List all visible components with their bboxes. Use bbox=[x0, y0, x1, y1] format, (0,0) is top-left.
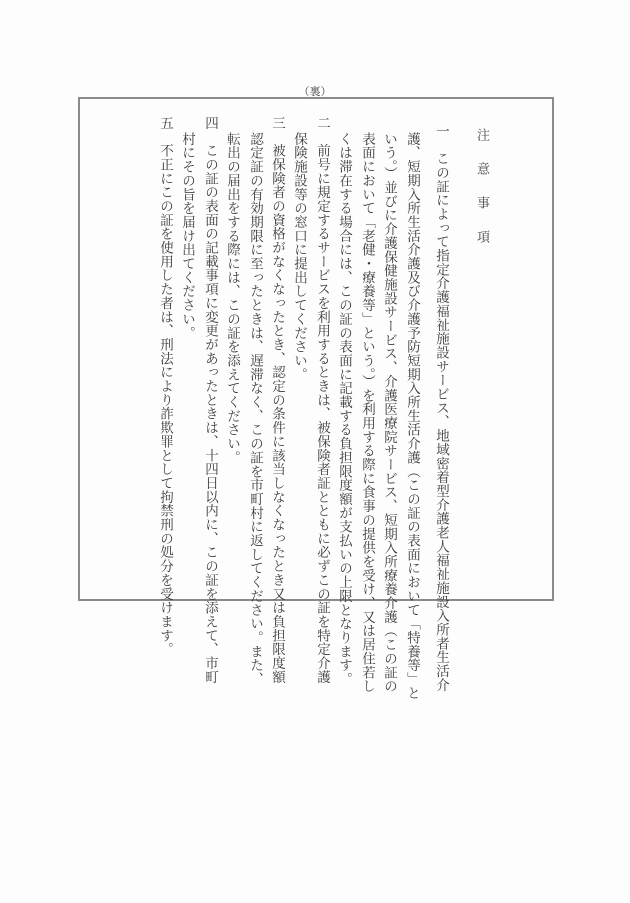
notice-item-3-line-1: 三 被保険者の資格がなくなったとき、認定の条件に該当しなくなったとき又は負担限度額 bbox=[269, 116, 285, 684]
notice-item-1-line-3: いう。）並びに介護保健施設サービス、介護医療院サービス、短期入所療養介護（この証の bbox=[381, 132, 397, 694]
notice-item-3-line-3: 転出の届出をする際には、この証を添えてください。 bbox=[224, 132, 240, 465]
notice-item-2-line-1: 二 前号に規定するサービスを利用するときは、被保険者証とともに必ずこの証を特定介護 bbox=[314, 116, 330, 684]
page-side-label: （裏） bbox=[298, 85, 332, 98]
notice-item-3-line-2: 認定証の有効期限に至ったときは、遅滞なく、この証を市町村に返してください。また、 bbox=[247, 132, 263, 686]
notice-item-4-line-1: 四 この証の表面の記載事項に変更があったときは、十四日以内に、この証を添えて、市町 bbox=[202, 116, 218, 684]
notice-item-1-line-1: 一 この証によって指定介護福祉施設サービス、地域密着型介護老人福祉施設入所者生活介 bbox=[433, 124, 449, 692]
notice-title: 注意事項 bbox=[474, 128, 489, 264]
notice-item-1-line-4: 表面において「老健・療養等」という。）を利用する際に食事の提供を受け、又は居住若し bbox=[359, 132, 375, 694]
notice-item-2-line-2: 保険施設等の窓口に提出してください。 bbox=[291, 132, 307, 382]
notice-item-5-line-1: 五 不正にこの証を使用した者は、刑法により詐欺罪として拘禁刑の処分を受けます。 bbox=[157, 116, 173, 657]
notice-item-1-line-5: くは滞在する場合には、この証の表面に記載する負担限度額が支払いの上限となります。 bbox=[336, 132, 352, 686]
notice-item-4-line-2: 村にその旨を届け出てください。 bbox=[179, 132, 195, 340]
notice-item-1-line-2: 護、短期入所生活介護及び介護予防短期入所生活介護（この証の表面において「特養等」と bbox=[404, 132, 420, 700]
